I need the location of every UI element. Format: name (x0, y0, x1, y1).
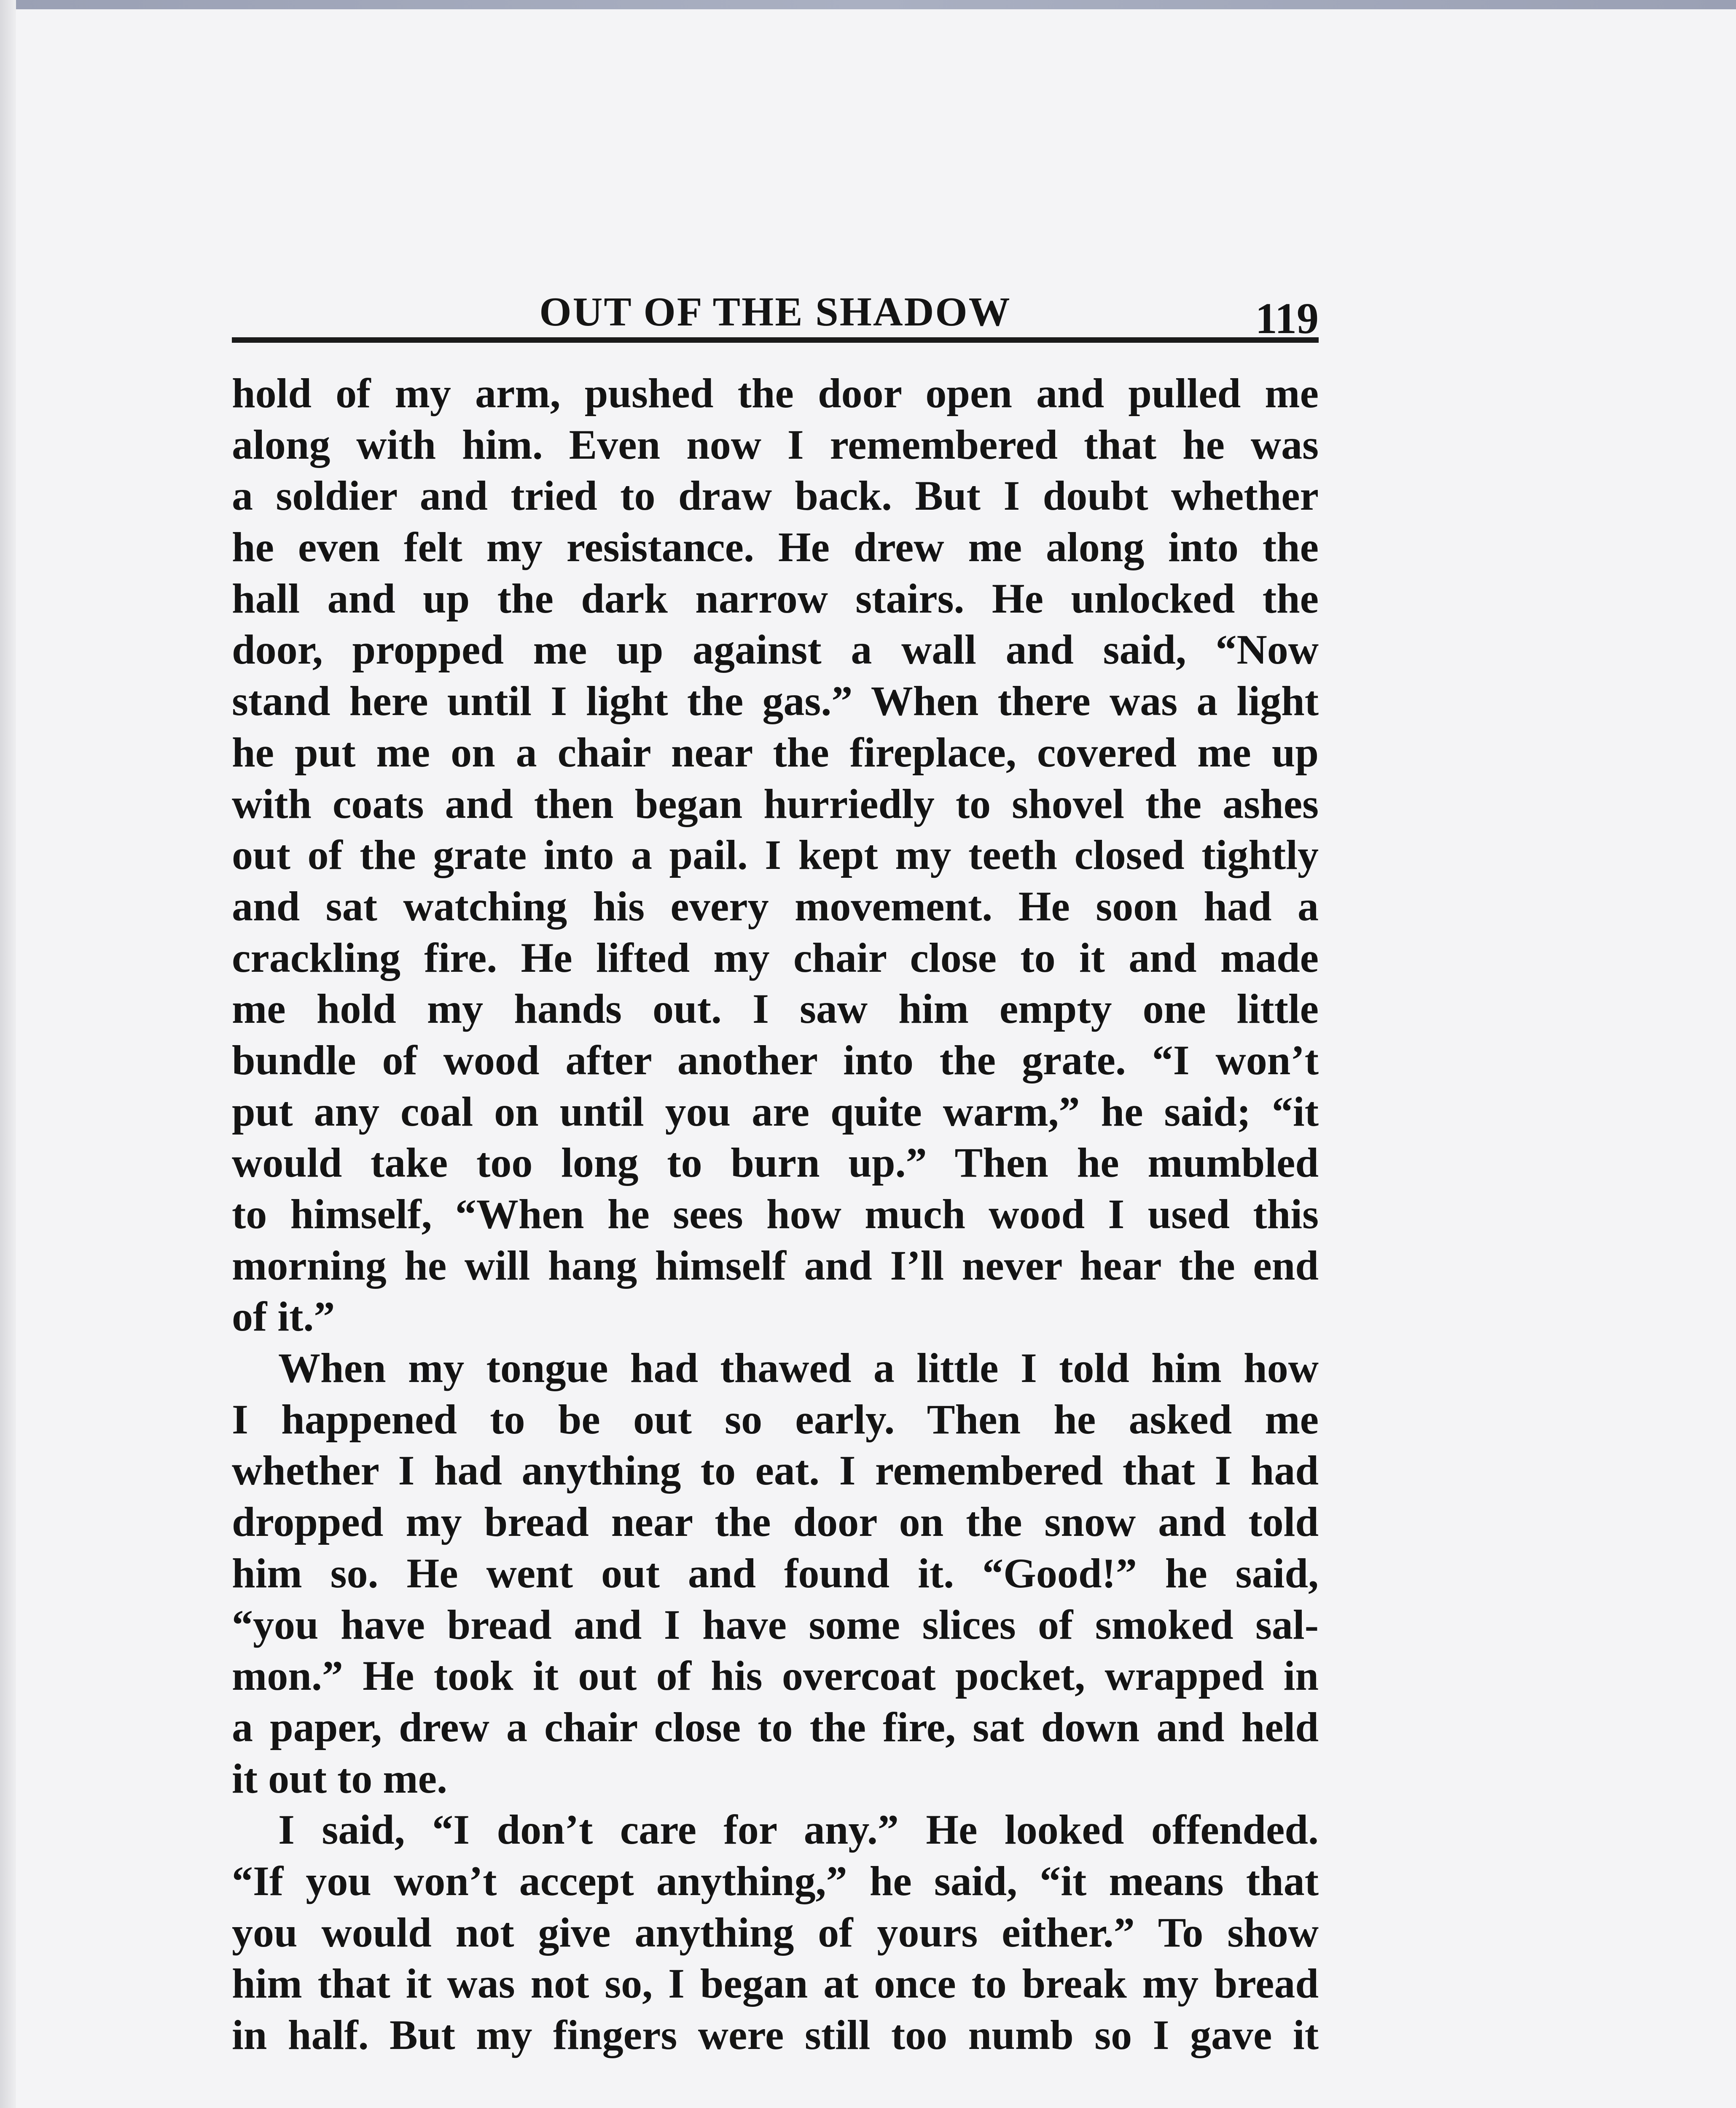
text-line: and sat watching his every movement. He soon had a (232, 882, 1319, 930)
page-header (232, 282, 1319, 341)
text-line: I happened to be out so early. Then he asked me (232, 1395, 1319, 1443)
text-line: a soldier and tried to draw back. But I doubt whether (232, 472, 1319, 519)
body-text (232, 368, 1319, 2061)
text-line: bundle of wood after another into the grate. “I won’t (232, 1036, 1319, 1084)
text-line: When my tongue had thawed a little I told him how (278, 1344, 1319, 1392)
text-line: him so. He went out and found it. “Good!” he said, (232, 1549, 1319, 1597)
text-line: it out to me. (232, 1755, 447, 1802)
text-line: with coats and then began hurriedly to shovel the ashes (232, 780, 1319, 827)
text-line: along with him. Even now I remembered that he was (232, 421, 1319, 468)
text-line: stand here until I light the gas.” When there was a light (232, 678, 1319, 725)
page-spine-edge (0, 0, 16, 2108)
text-line: dropped my bread near the door on the snow and told (232, 1498, 1319, 1546)
text-line: hold of my arm, pushed the door open and pulled me (232, 370, 1319, 417)
text-line: he put me on a chair near the fireplace, covered me up (232, 729, 1319, 776)
running-title: OUT OF THE SHADOW (539, 289, 1011, 335)
text-line: “you have bread and I have some slices of smoked sal- (232, 1601, 1319, 1648)
text-line: mon.” He took it out of his overcoat pocket, wrapped in (232, 1652, 1319, 1699)
text-line: in half. But my fingers were still too numb so I gave it (232, 2011, 1319, 2058)
text-line: whether I had anything to eat. I remembered that I had (232, 1447, 1319, 1494)
text-line: a paper, drew a chair close to the fire, sat down and held (232, 1703, 1319, 1750)
text-line: of it.” (232, 1293, 335, 1340)
page-top-edge (0, 0, 1736, 9)
text-line: I said, “I don’t care for any.” He looked offended. (278, 1806, 1319, 1853)
text-line: morning he will hang himself and I’ll never hear the end (232, 1242, 1319, 1289)
text-line: would take too long to burn up.” Then he mumbled (232, 1139, 1319, 1186)
text-line: he even felt my resistance. He drew me along into the (232, 524, 1319, 571)
text-line: “If you won’t accept anything,” he said, “it means that (232, 1857, 1319, 1904)
text-line: me hold my hands out. I saw him empty one little (232, 985, 1319, 1032)
page-number: 119 (1255, 294, 1319, 343)
text-line: to himself, “When he sees how much wood I used this (232, 1191, 1319, 1237)
text-line: hall and up the dark narrow stairs. He unlocked the (232, 575, 1319, 622)
text-line: you would not give anything of yours either.” To show (232, 1909, 1319, 1956)
text-line: him that it was not so, I began at once to break my bread (232, 1960, 1319, 2007)
text-line: crackling fire. He lifted my chair close to it and made (232, 934, 1319, 981)
header-rule (232, 337, 1319, 343)
text-line: put any coal on until you are quite warm,” he said; “it (232, 1088, 1319, 1135)
text-line: door, propped me up against a wall and said, “Now (232, 626, 1319, 673)
text-line: out of the grate into a pail. I kept my teeth closed tightly (232, 831, 1319, 879)
